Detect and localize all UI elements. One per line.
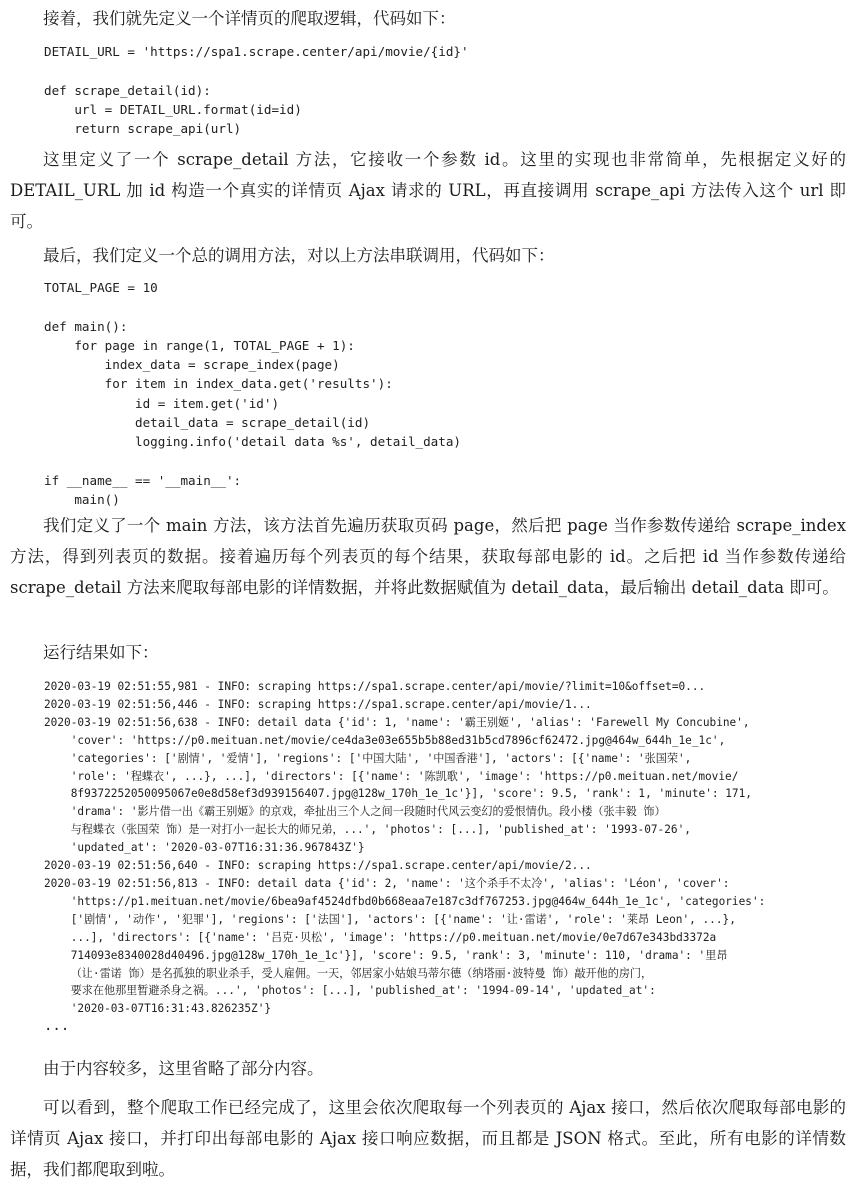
log-ellipsis: ... (44, 1018, 70, 1034)
result-intro: 运行结果如下： (43, 643, 159, 662)
main-code-block: TOTAL_PAGE = 10 def main(): for page in range(1, TOTAL_PAGE + 1): index_data = scrape_index(page) for item in index_data.get('results'): id = item.get('id') detail_data = scrape_detail(id) logging.info('detail data %s', detail_data) if __name__ == '__main__': main() (44, 280, 462, 508)
scrape-detail-explanation: 这里定义了一个 scrape_detail 方法，它接收一个参数 id。这里的实现也非常简单，先根据定义好的 DETAIL_URL 加 id 构造一个真实的详情页 Ajax 请求的 URL，再直接调用 scrape_api 方法传入这个 url 即可。 (10, 150, 846, 231)
intro-paragraph: 接着，我们就先定义一个详情页的爬取逻辑，代码如下： (43, 9, 456, 28)
detail-code-block: DETAIL_URL = 'https://spa1.scrape.center/api/movie/{id}' def scrape_detail(id): url = DETAIL_URL.format(id=id) return scrape_api(url) (44, 44, 469, 137)
conclusion-paragraph: 可以看到，整个爬取工作已经完成了，这里会依次爬取每一个列表页的 Ajax 接口，然后依次爬取每部电影的详情页 Ajax 接口，并打印出每部电影的 Ajax 接口响应数据，而且都是 JSON 格式。至此，所有电影的详情数据，我们都爬取到啦。 (10, 1098, 846, 1179)
main-explanation: 我们定义了一个 main 方法，该方法首先遍历获取页码 page，然后把 page 当作参数传递给 scrape_index 方法，得到列表页的数据。接着遍历每个列表页的每个结果，获取每部电影的 id。之后把 id 当作参数传递给 scrape_detail 方法来爬取每部电影的详情数据，并将此数据赋值为 detail_data，最后输出 detail_data 即可。 (10, 516, 846, 597)
log-output-block: 2020-03-19 02:51:55,981 - INFO: scraping https://spa1.scrape.center/api/movie/?limit=10&offset=0... 2020-03-19 02:51:56,446 - INFO: scraping https://spa1.scrape.center/api/movie/1... 2020-03-19 02:51:56,638 - INFO: detail data {'id': 1, 'name': '霸王别姬', 'alias': 'Farewell My Concubine', 'cover': 'https://p0.meituan.net/movie/ce4da3e03e655b5b88ed31b5cd7896cf62472.jpg@464w_644h_1e_1c', 'categories': ['剧情', '爱情'], 'regions': ['中国大陆', '中国香港'], 'actors': [{'name': '张国荣', 'role': '程蝶衣', ...}, ...], 'directors': [{'name': '陈凯歌', 'image': 'https://p0.meituan.net/movie/ 8f9372252050095067e0e8d58ef3d939156407.jpg@128w_170h_1e_1c'}], 'score': 9.5, 'rank': 1, 'minute': 171, 'drama': '影片借一出《霸王别姬》的京戏，牵扯出三个人之间一段随时代风云变幻的爱恨情仇。段小楼（张丰毅 饰） 与程蝶衣（张国荣 饰）是一对打小一起长大的师兄弟，...', 'photos': [...], 'published_at': '1993-07-26', 'updated_at': '2020-03-07T16:31:36.967843Z'} 2020-03-19 02:51:56,640 - INFO: scraping https://spa1.scrape.center/api/movie/2... 2020-03-19 02:51:56,813 - INFO: detail data {'id': 2, 'name': '这个杀手不太冷', 'alias': 'Léon', 'cover': 'https://p1.meituan.net/movie/6bea9af4524dfbd0b668eaa7e187c3df767253.jpg@464w_644h_1e_1c', 'categories': ['剧情', '动作', '犯罪'], 'regions': ['法国'], 'actors': [{'name': '让·雷诺', 'role': '莱昂 Leon', ...}, ...], 'directors': [{'name': '吕克·贝松', 'image': 'https://p0.meituan.net/movie/0e7d67e343bd3372a 714093e8340028d40496.jpg@128w_170h_1e_1c'}], 'score': 9.5, 'rank': 3, 'minute': 110, 'drama': '里昂 （让·雷诺 饰）是名孤独的职业杀手，受人雇佣。一天，邻居家小姑娘马蒂尔德（纳塔丽·波特曼 饰）敲开他的房门， 要求在他那里暂避杀身之祸。...', 'photos': [...], 'published_at': '1994-09-14', 'updated_at': '2020-03-07T16:31:43.826235Z'} (44, 680, 766, 1016)
main-intro-paragraph: 最后，我们定义一个总的调用方法，对以上方法串联调用，代码如下： (43, 246, 555, 265)
omission-note: 由于内容较多，这里省略了部分内容。 (43, 1059, 324, 1078)
